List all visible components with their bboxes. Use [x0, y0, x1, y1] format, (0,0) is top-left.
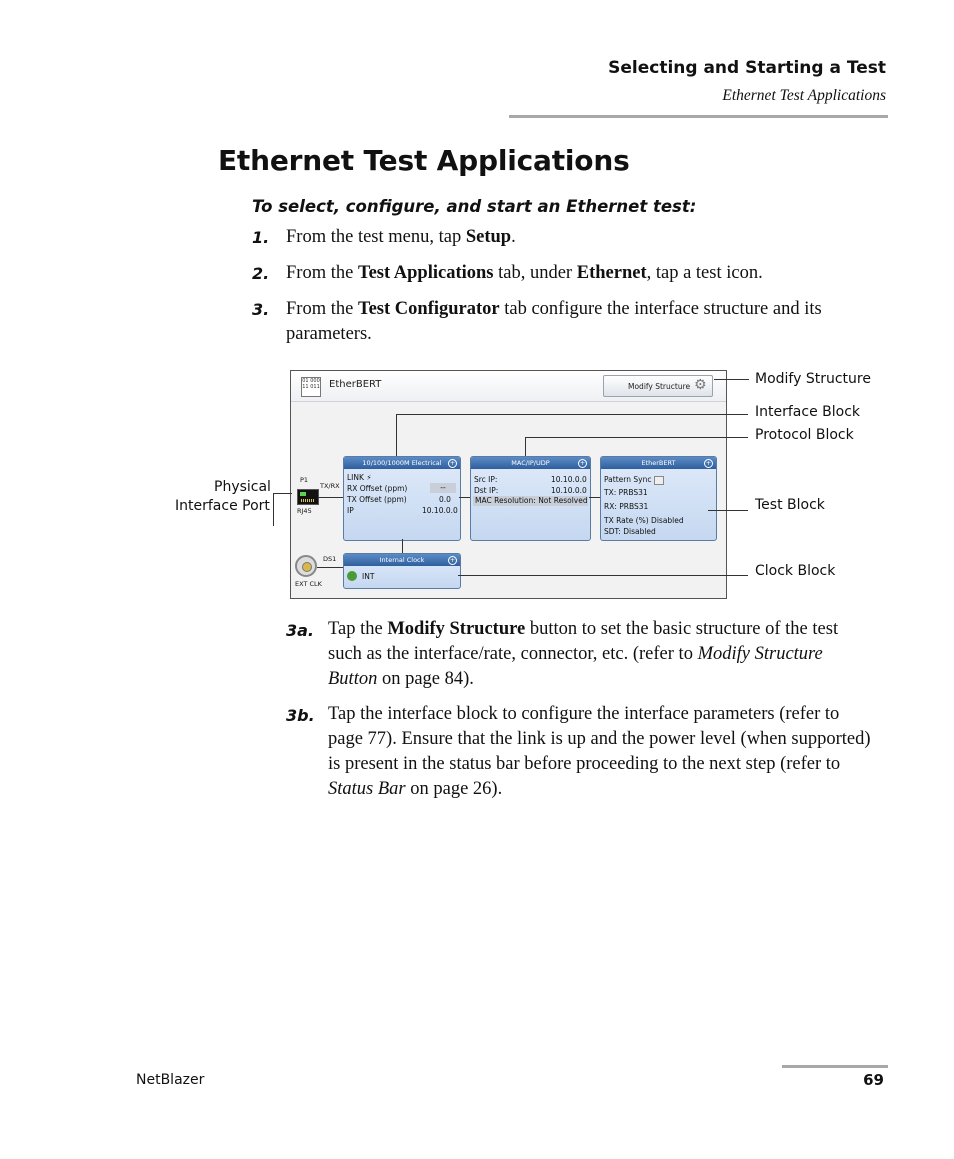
protocol-row-label: Dst IP:: [474, 486, 499, 495]
clock-connector: [317, 567, 343, 568]
test-block-header: [601, 457, 716, 469]
protocol-block-title: MAC/IP/UDP: [511, 459, 550, 467]
interface-block[interactable]: [343, 456, 461, 541]
modify-structure-label: Modify Structure: [628, 382, 691, 391]
page-number: 69: [863, 1071, 884, 1089]
interface-row-value: 10.10.0.0: [422, 506, 458, 515]
protocol-block[interactable]: [470, 456, 591, 541]
test-app-name: EtherBERT: [329, 379, 382, 390]
step-3b-number: 3b.: [286, 706, 315, 725]
block-connector: [459, 497, 470, 498]
port-rj45-label: RJ45: [297, 507, 312, 515]
header-rule: [509, 115, 888, 118]
step-3-number: 3.: [252, 300, 270, 319]
clock-block-title: Internal Clock: [379, 556, 425, 564]
test-row: RX: PRBS31: [604, 502, 649, 511]
step-1-text: From the test menu, tap Setup.: [286, 227, 516, 247]
leader-line: [525, 437, 748, 438]
expand-icon: +: [449, 557, 456, 564]
test-block[interactable]: [600, 456, 717, 541]
protocol-row-value: 10.10.0.0: [551, 475, 587, 484]
test-configurator-screenshot: [290, 370, 727, 599]
leader-line: [525, 437, 526, 456]
port-ds1-label: DS1: [323, 555, 337, 563]
footer-product: NetBlazer: [136, 1072, 205, 1088]
leader-line: [396, 414, 397, 456]
callout-protocol-block: Protocol Block: [755, 427, 854, 443]
leader-line: [396, 414, 748, 415]
step-2-number: 2.: [252, 264, 270, 283]
leader-line: [708, 510, 748, 511]
procedure-heading: To select, configure, and start an Ethernet test:: [252, 197, 697, 216]
page-title: Ethernet Test Applications: [218, 144, 630, 177]
interface-row-label: TX Offset (ppm): [347, 495, 407, 504]
interface-row-label: IP: [347, 506, 354, 515]
running-header-title: Selecting and Starting a Test: [608, 58, 886, 78]
interface-row-value: --: [430, 483, 456, 493]
link-icon: ⚡: [366, 473, 372, 482]
clock-value: INT: [362, 572, 375, 581]
gear-icon: ⚙: [694, 377, 707, 393]
port-txrx-label: TX/RX: [320, 482, 340, 490]
expand-icon: +: [705, 460, 712, 467]
callout-interface-block: Interface Block: [755, 404, 860, 420]
running-header-subtitle: Ethernet Test Applications: [722, 87, 886, 104]
step-2-text: From the Test Applications tab, under Ethernet, tap a test icon.: [286, 263, 763, 283]
leader-line: [273, 493, 292, 494]
protocol-row-value: 10.10.0.0: [551, 486, 587, 495]
protocol-row-label: Src IP:: [474, 475, 498, 484]
interface-block-title: 10/100/1000M Electrical: [362, 459, 442, 467]
clock-block[interactable]: [343, 553, 461, 589]
expand-icon: +: [579, 460, 586, 467]
leader-line: [273, 493, 274, 526]
protocol-block-header: [471, 457, 590, 469]
interface-row-label: LINK ⚡: [347, 473, 372, 482]
test-row: TX: PRBS31: [604, 488, 648, 497]
test-row: SDT: Disabled: [604, 527, 656, 536]
interface-row-label: RX Offset (ppm): [347, 484, 408, 493]
step-3a-text: Tap the Modify Structure button to set the basic structure of the test such as the interface/rate, connector, etc. (refer to Modify Structure Button on page 84).: [328, 619, 839, 689]
test-row: TX Rate (%) Disabled: [604, 516, 684, 525]
interface-block-header: [344, 457, 460, 469]
bnc-connector-icon[interactable]: [295, 555, 317, 577]
callout-clock-block: Clock Block: [755, 563, 836, 579]
callout-test-block: Test Block: [755, 497, 825, 513]
port-connector: [318, 497, 343, 498]
port-p1-label: P1: [300, 476, 309, 484]
footer-rule: [782, 1065, 888, 1068]
test-row: Pattern Sync: [604, 475, 664, 485]
pattern-sync-icon: [654, 476, 664, 485]
modify-structure-button[interactable]: [603, 375, 713, 397]
step-1-number: 1.: [252, 228, 270, 247]
block-connector: [402, 539, 403, 553]
rj45-port-icon[interactable]: [297, 489, 319, 505]
callout-physical-port-line1: Physical: [214, 479, 271, 495]
step-3a-number: 3a.: [286, 621, 315, 640]
interface-row-value: 0.0: [439, 495, 451, 504]
port-extclk-label: EXT CLK: [295, 580, 322, 588]
leader-line: [458, 575, 748, 576]
clock-status-icon: [347, 571, 357, 581]
block-connector: [589, 497, 600, 498]
expand-icon: +: [449, 460, 456, 467]
callout-modify-structure: Modify Structure: [755, 371, 871, 387]
step-3-text: From the Test Configurator tab configure the interface structure and its parameters.: [286, 299, 822, 344]
leader-line: [714, 379, 749, 380]
test-app-icon: 01 000 11 011: [301, 377, 321, 397]
test-block-title: EtherBERT: [641, 459, 676, 467]
step-3b-text: Tap the interface block to configure the interface parameters (refer to page 77). Ensure that the link is up and the power level (when supported) is present in the status bar before proceeding to the next step (refer to Status Bar on page 26).: [328, 704, 871, 799]
clock-block-header: [344, 554, 460, 566]
mac-resolution-status: MAC Resolution: Not Resolved: [475, 496, 588, 505]
callout-physical-port-line2: Interface Port: [175, 498, 270, 514]
